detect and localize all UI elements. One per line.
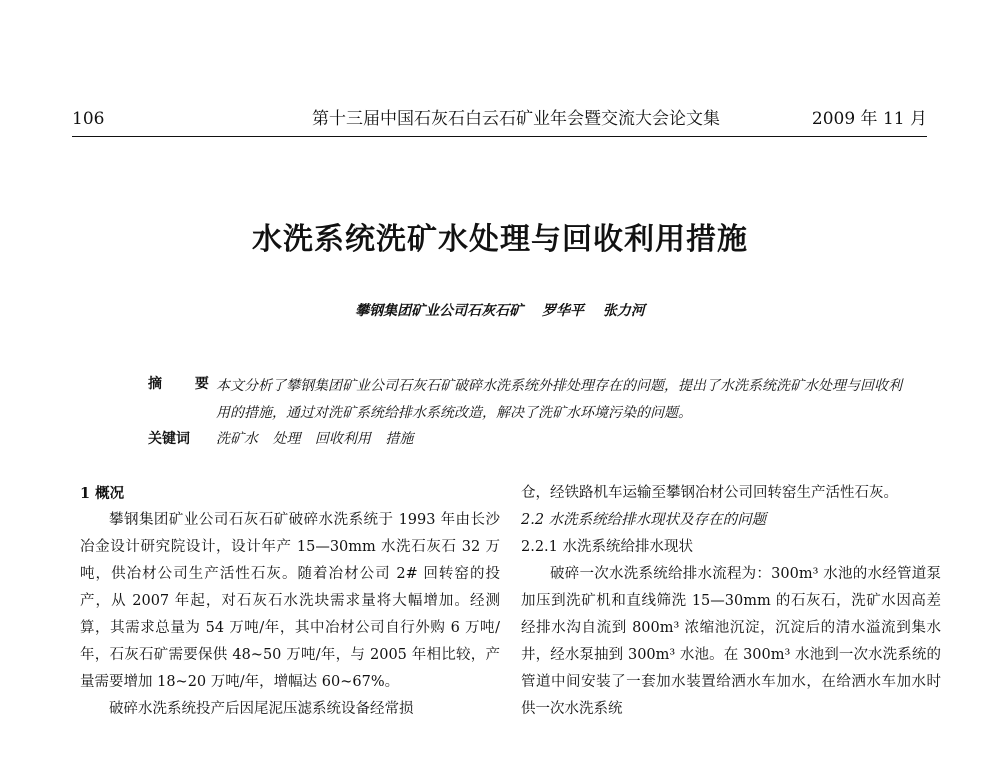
keywords-text: 洗矿水 处理 回收利用 措施 [216,431,414,447]
page-number: 106 [72,109,105,129]
keywords-label: 关键词 [148,431,190,447]
header-rule [72,136,927,137]
paragraph: 攀钢集团矿业公司石灰石矿破碎水洗系统于 1993 年由长沙冶金设计研究院设计，设计年产 15—30mm 水洗石灰石 32 万吨，供冶材公司生产活性石灰。随着冶材公司 2# 回转窑的投产，从 2007 年起，对石灰石水洗块需求量将大幅增加。经测算，其需求总量为 54 万吨/年，其中冶材公司自行外购 6 万吨/年，石灰石矿需要保供 48~50 万吨/年，与 2005 年相比较，产量需要增加 18~20 万吨/年，增幅达 60~67%。 [80,512,500,690]
right-column [521,480,941,723]
subsection-heading: 2.2 水洗系统给排水现状及存在的问题 [521,512,767,528]
publication-date: 2009 年 11 月 [811,109,927,129]
abstract-label: 摘 要 [148,376,223,392]
subsubsection-heading: 2.2.1 水洗系统给排水现状 [521,539,694,555]
paper-title: 水洗系统洗矿水处理与回收利用措施 [252,222,748,257]
section-heading: 1 概况 [80,485,125,502]
abstract-text: 本文分析了攀钢集团矿业公司石灰石矿破碎水洗系统外排处理存在的问题，提出了水洗系统洗矿水处理与回收利用的措施，通过对洗矿系统给排水系统改造，解决了洗矿水环境污染的问题。 [216,378,902,421]
conference-title: 第十三届中国石灰石白云石矿业年会暨交流大会论文集 [312,109,720,129]
paragraph: 破碎水洗系统投产后因尾泥压滤系统设备经常损 [109,701,414,717]
paragraph-continued: 仓，经铁路机车运输至攀钢冶材公司回转窑生产活性石灰。 [521,485,898,501]
authors: 攀钢集团矿业公司石灰石矿 罗华平 张力河 [355,303,645,319]
running-header [72,108,927,138]
paragraph: 破碎一次水洗系统给排水流程为：300m³ 水池的水经管道泵加压到洗矿机和直线筛洗 15—30mm 的石灰石，洗矿水因高差经排水沟自流到 800m³ 浓缩池沉淀，沉淀后的清水溢流到集水井，经水泵抽到 300m³ 水池。在 300m³ 水池到一次水洗系统的管道中间安装了一套加水装置给洒水车加水，在给洒水车加水时供一次水洗系统 [521,566,941,717]
left-column [80,480,500,723]
